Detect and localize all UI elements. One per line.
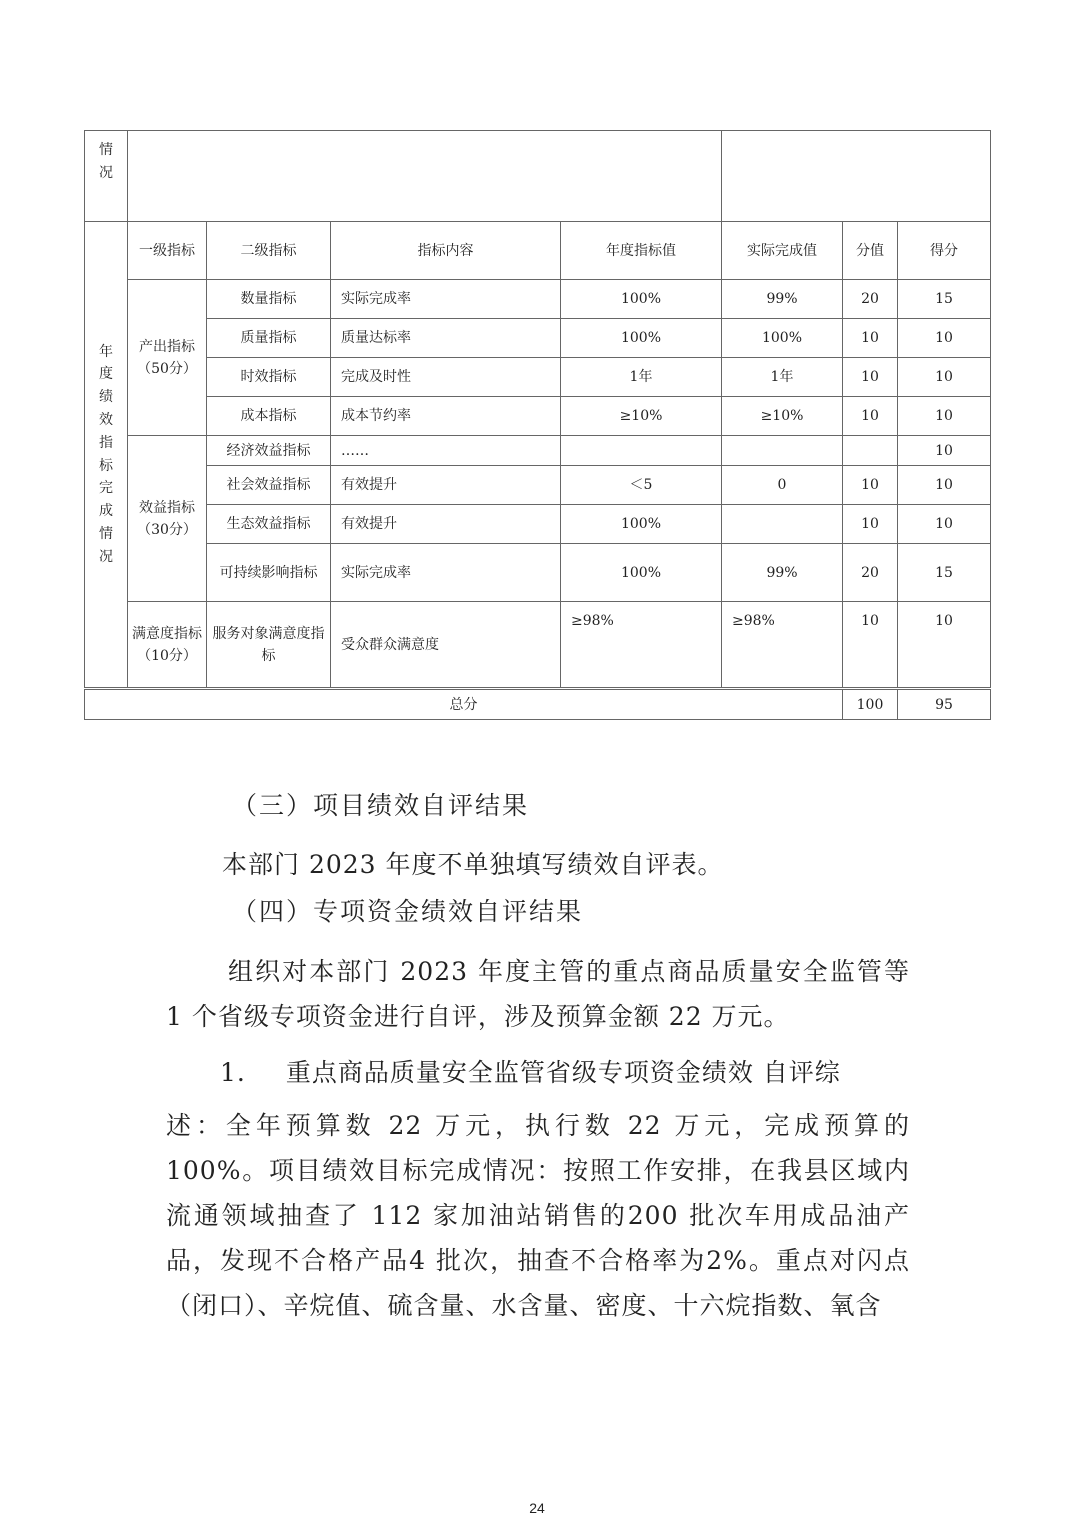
- row-points: 20: [843, 280, 898, 319]
- section3-heading: （三）项目绩效自评结果: [232, 791, 530, 820]
- group-output: 产出指标（50分）: [128, 280, 207, 436]
- row-level2: 可持续影响指标: [207, 544, 331, 602]
- situation-content-cell: [128, 131, 722, 222]
- row-points: 10: [843, 602, 898, 688]
- situation-label: 情况: [99, 142, 113, 181]
- item1-title: 重点商品质量安全监管省级专项资金绩效 自评综: [285, 1058, 841, 1087]
- row-target: 100%: [561, 505, 722, 544]
- row-target: ≥98%: [561, 602, 722, 688]
- row-target: 100%: [561, 280, 722, 319]
- row-content: 实际完成率: [331, 544, 561, 602]
- row-level2: 质量指标: [207, 319, 331, 358]
- section4-heading: （四）专项资金绩效自评结果: [232, 897, 584, 926]
- row-level2: 时效指标: [207, 358, 331, 397]
- header-level2: 二级指标: [207, 222, 331, 280]
- row-actual: [722, 436, 843, 466]
- header-annual-target: 年度指标值: [561, 222, 722, 280]
- side-label-cell: [85, 222, 128, 688]
- row-points: 10: [843, 319, 898, 358]
- performance-table: [84, 130, 991, 688]
- row-level2: 经济效益指标: [207, 436, 331, 466]
- header-level1: 一级指标: [128, 222, 207, 280]
- row-points: 10: [843, 397, 898, 436]
- group-satisfaction: 满意度指标（10分）: [128, 602, 207, 688]
- row-score: 10: [898, 466, 991, 505]
- row-level2: 生态效益指标: [207, 505, 331, 544]
- row-content: 质量达标率: [331, 319, 561, 358]
- row-points: 10: [843, 466, 898, 505]
- table-row: [85, 466, 991, 505]
- row-level2: 数量指标: [207, 280, 331, 319]
- total-table: [84, 689, 991, 720]
- row-target: 1年: [561, 358, 722, 397]
- row-points: 10: [843, 505, 898, 544]
- row-content: 有效提升: [331, 505, 561, 544]
- row-target: 100%: [561, 544, 722, 602]
- header-actual: 实际完成值: [722, 222, 843, 280]
- row-actual: 99%: [722, 544, 843, 602]
- section4-para1: 组织对本部门 2023 年度主管的重点商品质量安全监管等 1 个省级专项资金进行自评，涉及预算金额 22 万元。: [166, 957, 910, 1031]
- row-score: 10: [898, 397, 991, 436]
- row-actual: ≥10%: [722, 397, 843, 436]
- row-level2: 服务对象满意度指标: [207, 602, 331, 688]
- row-target: 100%: [561, 319, 722, 358]
- row-actual: ≥98%: [722, 602, 843, 688]
- row-score: 10: [898, 602, 991, 688]
- row-level2: 成本指标: [207, 397, 331, 436]
- table-row: [85, 544, 991, 602]
- row-content: 成本节约率: [331, 397, 561, 436]
- row-actual: [722, 505, 843, 544]
- section3-text: 本部门 2023 年度不单独填写绩效自评表。: [222, 850, 724, 879]
- row-points: 10: [843, 358, 898, 397]
- total-label: 总分: [85, 690, 843, 720]
- row-content: 实际完成率: [331, 280, 561, 319]
- row-actual: 1年: [722, 358, 843, 397]
- table-row: [85, 397, 991, 436]
- row-level2: 社会效益指标: [207, 466, 331, 505]
- table-row: [85, 602, 991, 688]
- row-score: 15: [898, 280, 991, 319]
- row-points: [843, 436, 898, 466]
- row-score: 10: [898, 358, 991, 397]
- total-points: 100: [843, 690, 898, 720]
- row-score: 10: [898, 436, 991, 466]
- item1-number: 1.: [220, 1058, 246, 1087]
- row-target: [561, 436, 722, 466]
- header-content: 指标内容: [331, 222, 561, 280]
- table-row: [85, 280, 991, 319]
- situation-extra-cell: [722, 131, 991, 222]
- row-content: 受众群众满意度: [331, 602, 561, 688]
- table-row: [85, 436, 991, 466]
- row-points: 20: [843, 544, 898, 602]
- total-row: [85, 690, 991, 720]
- row-score: 10: [898, 319, 991, 358]
- row-actual: 100%: [722, 319, 843, 358]
- row-content: 有效提升: [331, 466, 561, 505]
- row-target: ＜5: [561, 466, 722, 505]
- row-content: 完成及时性: [331, 358, 561, 397]
- row-content: ……: [331, 436, 561, 466]
- row-actual: 99%: [722, 280, 843, 319]
- page-number: 24: [529, 1500, 545, 1516]
- group-benefit: 效益指标（30分）: [128, 436, 207, 602]
- table-row: [85, 505, 991, 544]
- item1-body: 述：全年预算数 22 万元，执行数 22 万元，完成预算的 100%。项目绩效目标完成情况：按照工作安排，在我县区域内流通领域抽查了 112 家加油站销售的200 批次车用成品油产品，发现不合格产品4 批次，抽查不合格率为2%。重点对闪点（闭口）、辛烷值、硫含量、水含量、密度、十六烷指数、氧含: [166, 1111, 910, 1320]
- row-target: ≥10%: [561, 397, 722, 436]
- table-row: [85, 358, 991, 397]
- table-row: [85, 319, 991, 358]
- situation-label-cell: [85, 131, 128, 222]
- total-score: 95: [898, 690, 991, 720]
- side-label: 年度绩效指标完成情况: [99, 343, 113, 565]
- header-points: 分值: [843, 222, 898, 280]
- row-score: 15: [898, 544, 991, 602]
- row-score: 10: [898, 505, 991, 544]
- row-actual: 0: [722, 466, 843, 505]
- item1-heading-line: [220, 1053, 841, 1089]
- header-score: 得分: [898, 222, 991, 280]
